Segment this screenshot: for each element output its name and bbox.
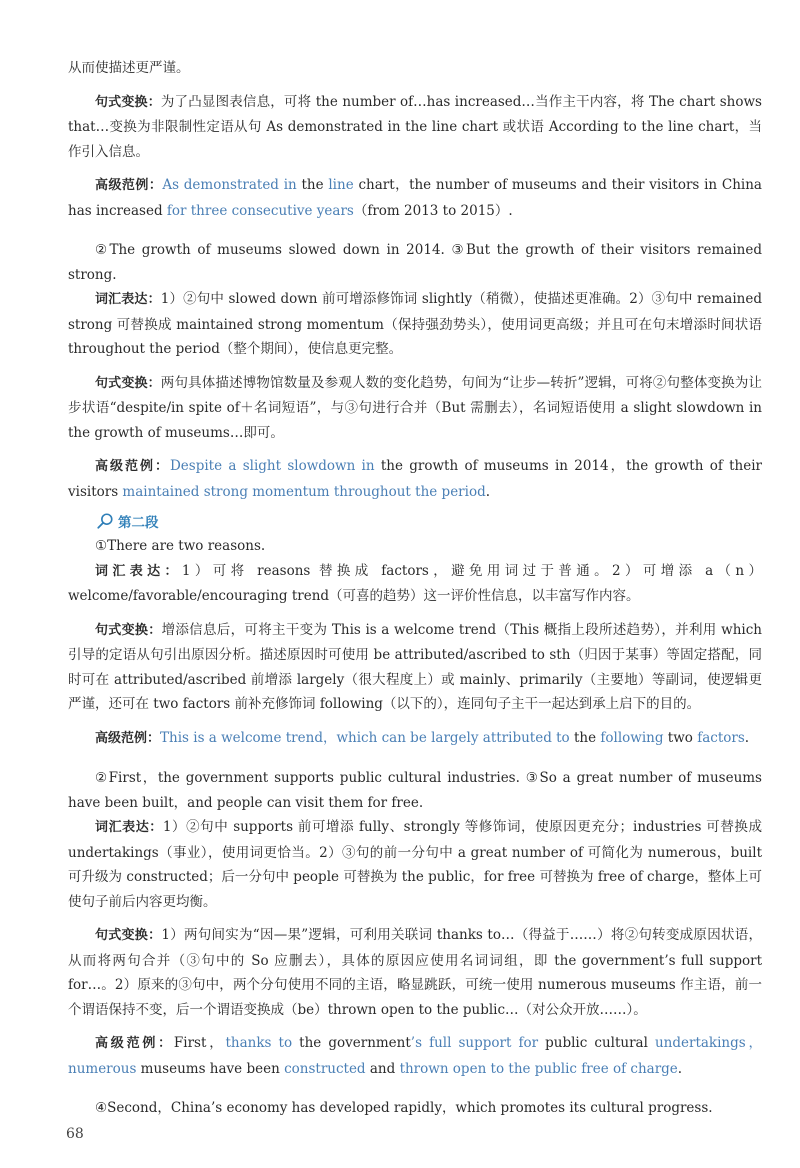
page-number: 68 <box>66 1126 84 1142</box>
block-label: 词汇表达： <box>95 563 182 579</box>
block-text: 增添信息后，可将主干变为 This is a welcome trend（This 概指上段所述趋势），并利用 which 引导的定语从句引出原因分析。描述原因时可使用 be attributed/ascribed to sth（归因于某事）等固定搭配，同时可在 attributed/ascribed 前增添 largely（很大程度上）或 mainly、primarily（主要地）等副词，使逻辑更严谨，还可在 two factors 前补充修饰词 following（以下的），连同句子主干一起达到承上启下的目的。 <box>68 621 762 712</box>
highlight-phrase: following <box>600 729 664 746</box>
page-content <box>68 56 762 1121</box>
highlight-phrase: ’s full support for <box>410 1035 539 1051</box>
block-text: 1）②句中 slowed down 前可增添修饰词 slightly（稍微），使描述更准确。2）③句中 remained strong 可替换成 maintained strong momentum（保持强劲势头），使用词更高级；并且可在句末增添时间状语 throughout the period（整个期间），使信息更完整。 <box>68 291 762 357</box>
sentence-transform-block <box>68 90 762 165</box>
highlight-phrase: thanks to <box>225 1035 293 1051</box>
advanced-example-block: 高级范例：This is a welcome trend，which can be largely attributed to the following two factors. <box>95 729 750 746</box>
block-label: 高级范例： <box>95 1036 174 1051</box>
block-label: 高级范例： <box>95 730 161 746</box>
block-text: 1）两句间实为“因—果”逻辑，可利用关联词 thanks to…（得益于……）将②句转变成原因状语，从而将两句合并（③句中的 So 应删去），具体的原因应使用名词词组，即 the government’s full support for…。2）原来的③句中，两个分句使用不同的主语，略显跳跃，可统一使用 numerous museums 作主语，前一个谓语保持不变，后一个谓语变换成（be）thrown open to the public…（对公众开放……）。 <box>68 927 762 1018</box>
highlight-phrase: As demonstrated in <box>162 177 297 193</box>
highlight-phrase: undertakings，numerous <box>68 1035 762 1077</box>
block-label: 词汇表达： <box>95 292 161 307</box>
vocabulary-block <box>68 815 762 914</box>
block-text: 两句具体描述博物馆数量及参观人数的变化趋势，句间为“让步—转折”逻辑，可将②句整体变换为让步状语“despite/in spite of＋名词短语”，与③句进行合并（But 需删去），名词短语使用 a slight slowdown in the growth of museums…即可。 <box>68 374 762 441</box>
original-sentence: ②The growth of museums slowed down in 2014. ③But the growth of their visitors remained strong. <box>68 242 762 283</box>
continuation-text: 从而使描述更严谨。 <box>68 60 190 76</box>
magnifier-icon <box>96 512 114 530</box>
advanced-example-block: 高级范例：Despite a slight slowdown in the growth of museums in 2014，the growth of their visitors maintained strong momentum throughout the period. <box>68 458 762 500</box>
sentence-transform-block <box>68 371 762 446</box>
block-text: 为了凸显图表信息，可将 the number of…has increased…当作主干内容，将 The chart shows that…变换为非限制性定语从句 As demonstrated in the line chart 或状语 According to the line chart，当作引入信息。 <box>68 93 762 160</box>
original-sentence: ②First，the government supports public cultural industries. ③So a great number of museums have been built，and people can visit them for free. <box>68 770 762 811</box>
vocabulary-block <box>68 559 762 609</box>
advanced-example-block: 高级范例：As demonstrated in the line chart，the number of museums and their visitors in China has increased for three consecutive years（from 2013 to 2015）. <box>68 177 762 219</box>
block-text: 1）可将 reasons 替换成 factors，避免用词过于普通。2）可增添 a（n）welcome/favorable/encouraging trend（可喜的趋势）这一评价性信息，以丰富写作内容。 <box>68 562 762 604</box>
highlight-phrase: maintained strong momentum throughout the period <box>122 483 486 500</box>
sentence-transform-block <box>68 923 762 1022</box>
block-label: 句式变换： <box>95 94 161 110</box>
highlight-phrase: This is a welcome trend，which can be largely attributed to <box>160 729 570 746</box>
section-heading <box>68 508 762 534</box>
block-label: 句式变换： <box>95 375 161 391</box>
highlight-phrase: constructed <box>284 1060 366 1077</box>
advanced-example-block: 高级范例：First，thanks to the government’s full support for public cultural undertakings，numerous museums have been constructed and thrown open to the public free of charge. <box>68 1035 762 1077</box>
block-label: 词汇表达： <box>95 820 163 835</box>
section-title: 第二段 <box>118 515 159 531</box>
highlight-phrase: for three consecutive years <box>166 202 354 219</box>
block-text: 1）②句中 supports 前可增添 fully、strongly 等修饰词，使原因更充分；industries 可替换成 undertakings（事业），使用词更恰当。2）③句的前一分句中 a great number of 可简化为 numerous，built 可升级为 constructed；后一分句中 people 可替换为 the public，for free 可替换为 free of charge，整体上可使句子前后内容更均衡。 <box>68 819 762 910</box>
block-label: 句式变换： <box>95 622 162 638</box>
highlight-phrase: factors <box>697 729 745 746</box>
block-label: 高级范例： <box>95 459 170 474</box>
original-sentence: ④Second，China’s economy has developed rapidly，which promotes its cultural progress. <box>95 1100 713 1116</box>
highlight-phrase: Despite a slight slowdown in <box>169 458 375 474</box>
sentence-transform-block <box>68 618 762 717</box>
block-label: 高级范例： <box>95 178 163 193</box>
block-label: 句式变换： <box>95 928 162 943</box>
highlight-phrase: thrown open to the public free of charge <box>399 1060 678 1077</box>
original-sentence: ①There are two reasons. <box>95 538 266 554</box>
vocabulary-block <box>68 287 762 362</box>
highlight-phrase: line <box>328 177 354 193</box>
